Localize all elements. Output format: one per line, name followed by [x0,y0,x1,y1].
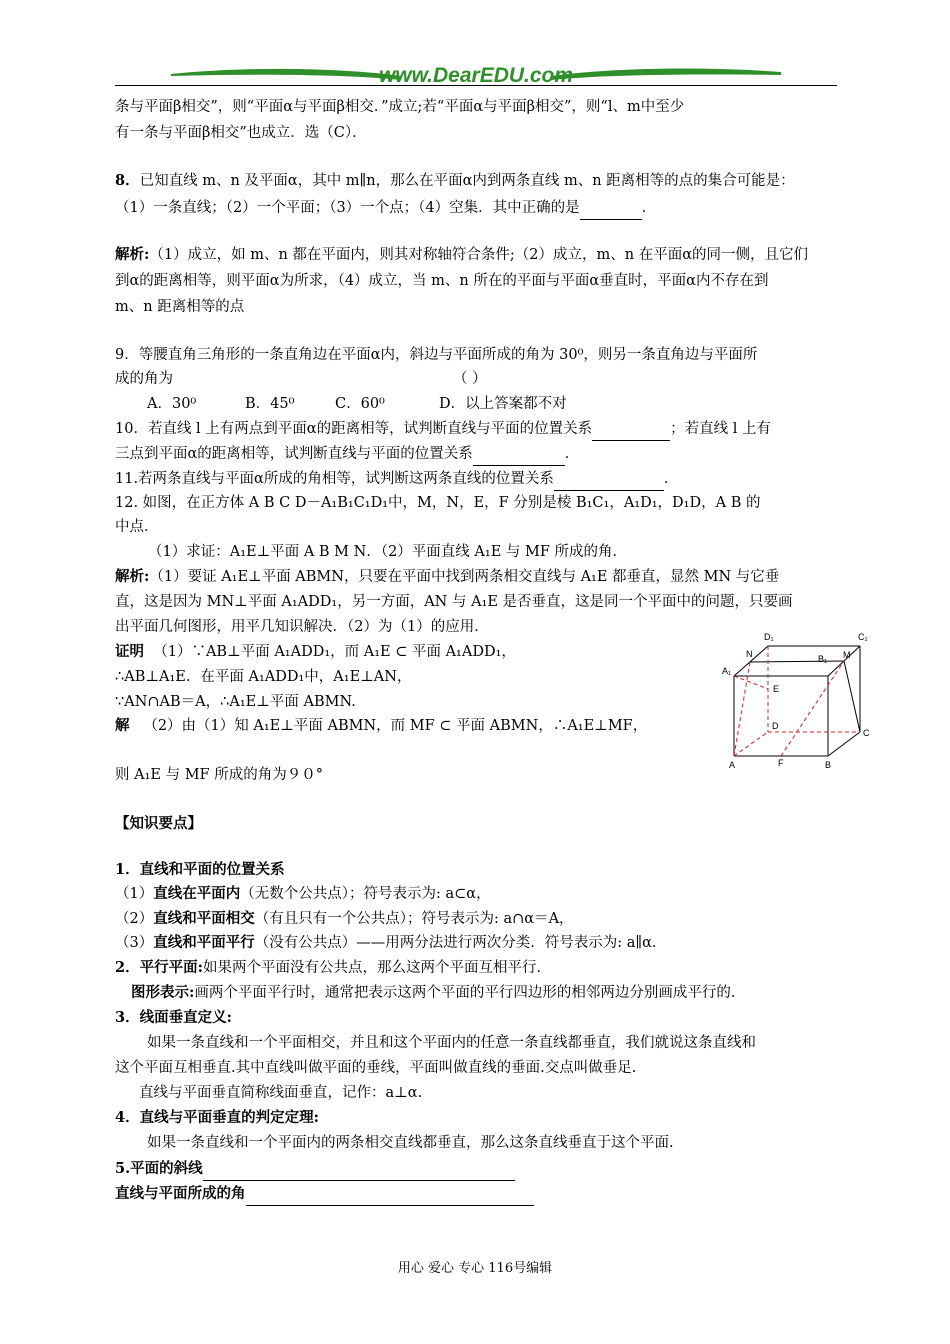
edge-ad-hidden [734,732,768,756]
topic-1-heading: 1．直线和平面的位置关系 [115,861,285,878]
question-12-parts: （1）求证：A₁E⊥平面 A B M N．（2）平面直线 A₁E 与 MF 所成的角． [148,544,628,560]
choice-a: A．30⁰ [147,396,197,412]
label-c1: C₁ [858,632,868,642]
page-header [115,58,837,90]
choice-c: C．60⁰ [335,396,385,412]
question-10-cont: 三点到平面α的距离相等，试判断直线与平面的位置关系 ． [115,441,840,466]
text-line: 这个平面互相垂直.其中直线叫做平面的垂线，平面叫做直线的垂面.交点叫做垂足. [115,1060,637,1076]
answer-blank [554,466,664,491]
analysis-8: 解析:（1）成立，如 m、n 都在平面内，则其对称轴符合条件;（2）成立，m、n 在平面α的同一侧，且它们 [115,246,808,263]
header-rule [115,85,837,86]
topic-1-item-1: （1）直线在平面内（无数个公共点）；符号表示为: a⊂α， [115,885,491,902]
edge-bc [828,732,860,756]
solution-line: 解 （2）由（1）知 A₁E⊥平面 ABMN，而 MF ⊂ 平面 ABMN，∴A₁E⊥MF， [115,717,648,734]
site-logo-text: www.DearEDU.com [378,64,574,87]
label-b1: B₁ [818,654,828,664]
topic-2: 2．平行平面:如果两个平面没有公共点，那么这两个平面互相平行． [115,959,551,976]
text-line: 出平面几何图形，用平几知识解决．（2）为（1）的应用． [115,619,489,635]
label-e: E [773,684,780,694]
choice-b: B．45⁰ [245,396,295,412]
label-n: N [746,649,753,659]
label-m: M [843,650,851,660]
question-11: 11.若两条直线与平面α所成的角相等，试判断这两条直线的位置关系 ． [115,466,840,491]
section-heading: 【知识要点】 [115,815,202,832]
question-8-options: （1）一条直线；（2）一个平面；（3）一个点；（4）空集．其中正确的是 ． [115,195,840,220]
segment-m-c [844,661,860,732]
answer-blank [473,441,565,466]
topic-1-item-3: （3）直线和平面平行（没有公共点）——用两分法进行两次分类．符号表示为: a∥α． [115,934,667,951]
question-8: 8．已知直线 m、n 及平面α，其中 m∥n，那么在平面α内到两条直线 m、n 距离相等的点的集合可能是： [115,172,795,189]
label-b: B [825,760,832,770]
proof-line: 证明 （1）∵AB⊥平面 A₁ADD₁，而 A₁E ⊂ 平面 A₁ADD₁， [115,643,516,660]
topic-5-angle: 直线与平面所成的角 [115,1181,840,1206]
label-c: C [863,728,870,738]
segment-nm [750,661,844,662]
answer-blank [203,1156,515,1181]
text-line: 中点． [115,519,159,535]
label-d: D [772,721,779,731]
question-12: 12. 如图，在正方体 A B C D－A₁B₁C₁D₁中，M，N，E，F 分别是棱 B₁C₁，A₁D₁，D₁D，A B 的 [115,495,761,511]
answer-blank [592,416,670,441]
text-line: 有一条与平面β相交”也成立．选（C）． [115,125,367,141]
question-9-cont: 成的角为 （ ） [115,371,487,387]
cube-figure [722,628,872,774]
segment-mf [781,661,844,756]
label-a1: A₁ [722,666,732,676]
text-line: 则 A₁E 与 MF 所成的角为９０° [115,767,323,783]
label-a: A [729,760,736,770]
topic-2-figure: 图形表示:画两个平面平行时，通常把表示这两个平面的平行四边形的相邻两边分别画成平行的． [131,984,746,1001]
text-line: m、n 距离相等的点 [115,299,245,315]
analysis-12: 解析:（1）要证 A₁E⊥平面 ABMN，只要在平面中找到两条相交直线与 A₁E 都垂直，显然 MN 与它垂 [115,568,780,585]
question-9: 9．等腰直角三角形的一条直角边在平面α内，斜边与平面所成的角为 30⁰，则另一条直角边与平面所 [115,347,758,363]
topic-1-item-2: （2）直线和平面相交（有且只有一个公共点）；符号表示为: a∩α＝A， [115,910,574,927]
choice-d: D．以上答案都不对 [439,396,567,412]
page-footer: 用心 爱心 专心 116号编辑 [397,1261,553,1276]
label-f: F [778,758,784,768]
text-line: 如果一条直线和一个平面相交，并且和这个平面内的任意一条直线都垂直，我们就说这条直线和 [147,1035,756,1051]
question-10: 10．若直线 l 上有两点到平面α的距离相等，试判断直线与平面的位置关系 ；若直线 l 上有 [115,416,840,441]
text-line: 条与平面β相交”，则“平面α与平面β相交．”成立;若“平面α与平面β相交”，则“l、m中至少 [115,99,685,115]
answer-blank [246,1181,534,1206]
segment-a1e [734,676,768,689]
topic-4-heading: 4．直线与平面垂直的判定定理: [115,1109,319,1126]
text-line: 如果一条直线和一个平面内的两条相交直线都垂直，那么这条直线垂直于这个平面. [147,1135,674,1151]
answer-blank [580,195,642,220]
text-line: 直线与平面垂直简称线面垂直，记作：a⊥α. [139,1085,423,1101]
text-line: ∵AN∩AB＝A，∴A₁E⊥平面 ABMN. [115,694,356,710]
topic-5: 5.平面的斜线 [115,1156,840,1181]
text-line: 直，这是因为 MN⊥平面 A₁ADD₁，另一方面，AN 与 A₁E 是否垂直，这是同一个平面中的问题，只要画 [115,594,793,610]
text-line: 到α的距离相等，则平面α为所求，（4）成立，当 m、n 所在的平面与平面α垂直时，平面α内不存在到 [115,273,769,289]
text-line: ∴AB⊥A₁E．在平面 A₁ADD₁中，A₁E⊥AN， [115,669,412,685]
label-d1: D₁ [764,632,774,642]
topic-3-heading: 3．线面垂直定义: [115,1009,232,1026]
